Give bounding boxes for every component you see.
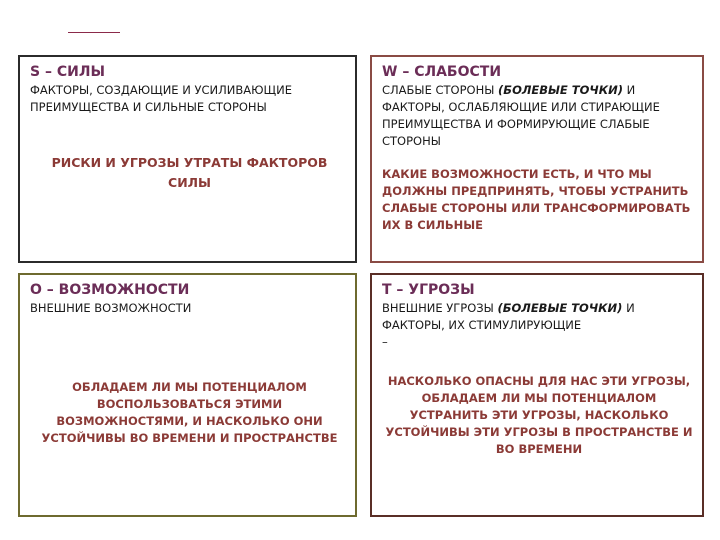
strengths-question: РИСКИ И УГРОЗЫ УТРАТЫ ФАКТОРОВ СИЛЫ bbox=[51, 155, 328, 190]
slide-title-mark bbox=[68, 32, 120, 33]
strengths-quadrant bbox=[18, 55, 357, 263]
threats-description-end: И ФАКТОРЫ, ИХ СТИМУЛИРУЮЩИЕ bbox=[382, 301, 635, 332]
threats-quadrant bbox=[370, 273, 704, 517]
weaknesses-question: КАКИЕ ВОЗМОЖНОСТИ ЕСТЬ, И ЧТО МЫ ДОЛЖНЫ ПРЕДПРИНЯТЬ, ЧТОБЫ УСТРАНИТЬ СЛАБЫЕ СТОРОНЫ ИЛИ ТРАНСФОРМИРОВАТЬ ИХ В СИЛЬНЫЕ bbox=[382, 167, 691, 232]
weaknesses-heading: W – СЛАБОСТИ bbox=[382, 64, 502, 80]
threats-dash: – bbox=[382, 335, 388, 349]
weaknesses-description-end: И ФАКТОРЫ, ОСЛАБЛЯЮЩИЕ ИЛИ СТИРАЮЩИЕ ПРЕИМУЩЕСТВА И ФОРМИРУЮЩИЕ СЛАБЫЕ СТОРОНЫ bbox=[382, 83, 660, 148]
opportunities-quadrant bbox=[18, 273, 357, 517]
weaknesses-pain-points: (БОЛЕВЫЕ ТОЧКИ) bbox=[498, 83, 623, 97]
strengths-description: ФАКТОРЫ, СОЗДАЮЩИЕ И УСИЛИВАЮЩИЕ ПРЕИМУЩЕСТВА И СИЛЬНЫЕ СТОРОНЫ bbox=[30, 83, 292, 114]
threats-pain-points: (БОЛЕВЫЕ ТОЧКИ) bbox=[497, 301, 623, 315]
opportunities-question: ОБЛАДАЕМ ЛИ МЫ ПОТЕНЦИАЛОМ ВОСПОЛЬЗОВАТЬСЯ ЭТИМИ ВОЗМОЖНОСТЯМИ, И НАСКОЛЬКО ОНИ УСТОЙЧИВЫ ВО ВРЕМЕНИ И ПРОСТРАНСТВЕ bbox=[41, 380, 338, 445]
threats-heading: T – УГРОЗЫ bbox=[382, 282, 475, 298]
threats-description-start: ВНЕШНИЕ УГРОЗЫ bbox=[382, 301, 498, 315]
opportunities-heading: O – ВОЗМОЖНОСТИ bbox=[30, 282, 190, 298]
opportunities-description: ВНЕШНИЕ ВОЗМОЖНОСТИ bbox=[30, 301, 192, 315]
weaknesses-description-start: СЛАБЫЕ СТОРОНЫ bbox=[382, 83, 499, 97]
threats-question: НАСКОЛЬКО ОПАСНЫ ДЛЯ НАС ЭТИ УГРОЗЫ, ОБЛАДАЕМ ЛИ МЫ ПОТЕНЦИАЛОМ УСТРАНИТЬ ЭТИ УГРОЗЫ, НАСКОЛЬКО УСТОЙЧИВЫ ЭТИ УГРОЗЫ В ПРОСТРАНСТВЕ И ВО ВРЕМЕНИ bbox=[385, 374, 693, 456]
weaknesses-description bbox=[382, 82, 696, 150]
strengths-heading: S – СИЛЫ bbox=[30, 64, 105, 80]
threats-description bbox=[382, 300, 696, 334]
slide-title bbox=[68, 30, 120, 35]
weaknesses-quadrant bbox=[370, 55, 704, 263]
